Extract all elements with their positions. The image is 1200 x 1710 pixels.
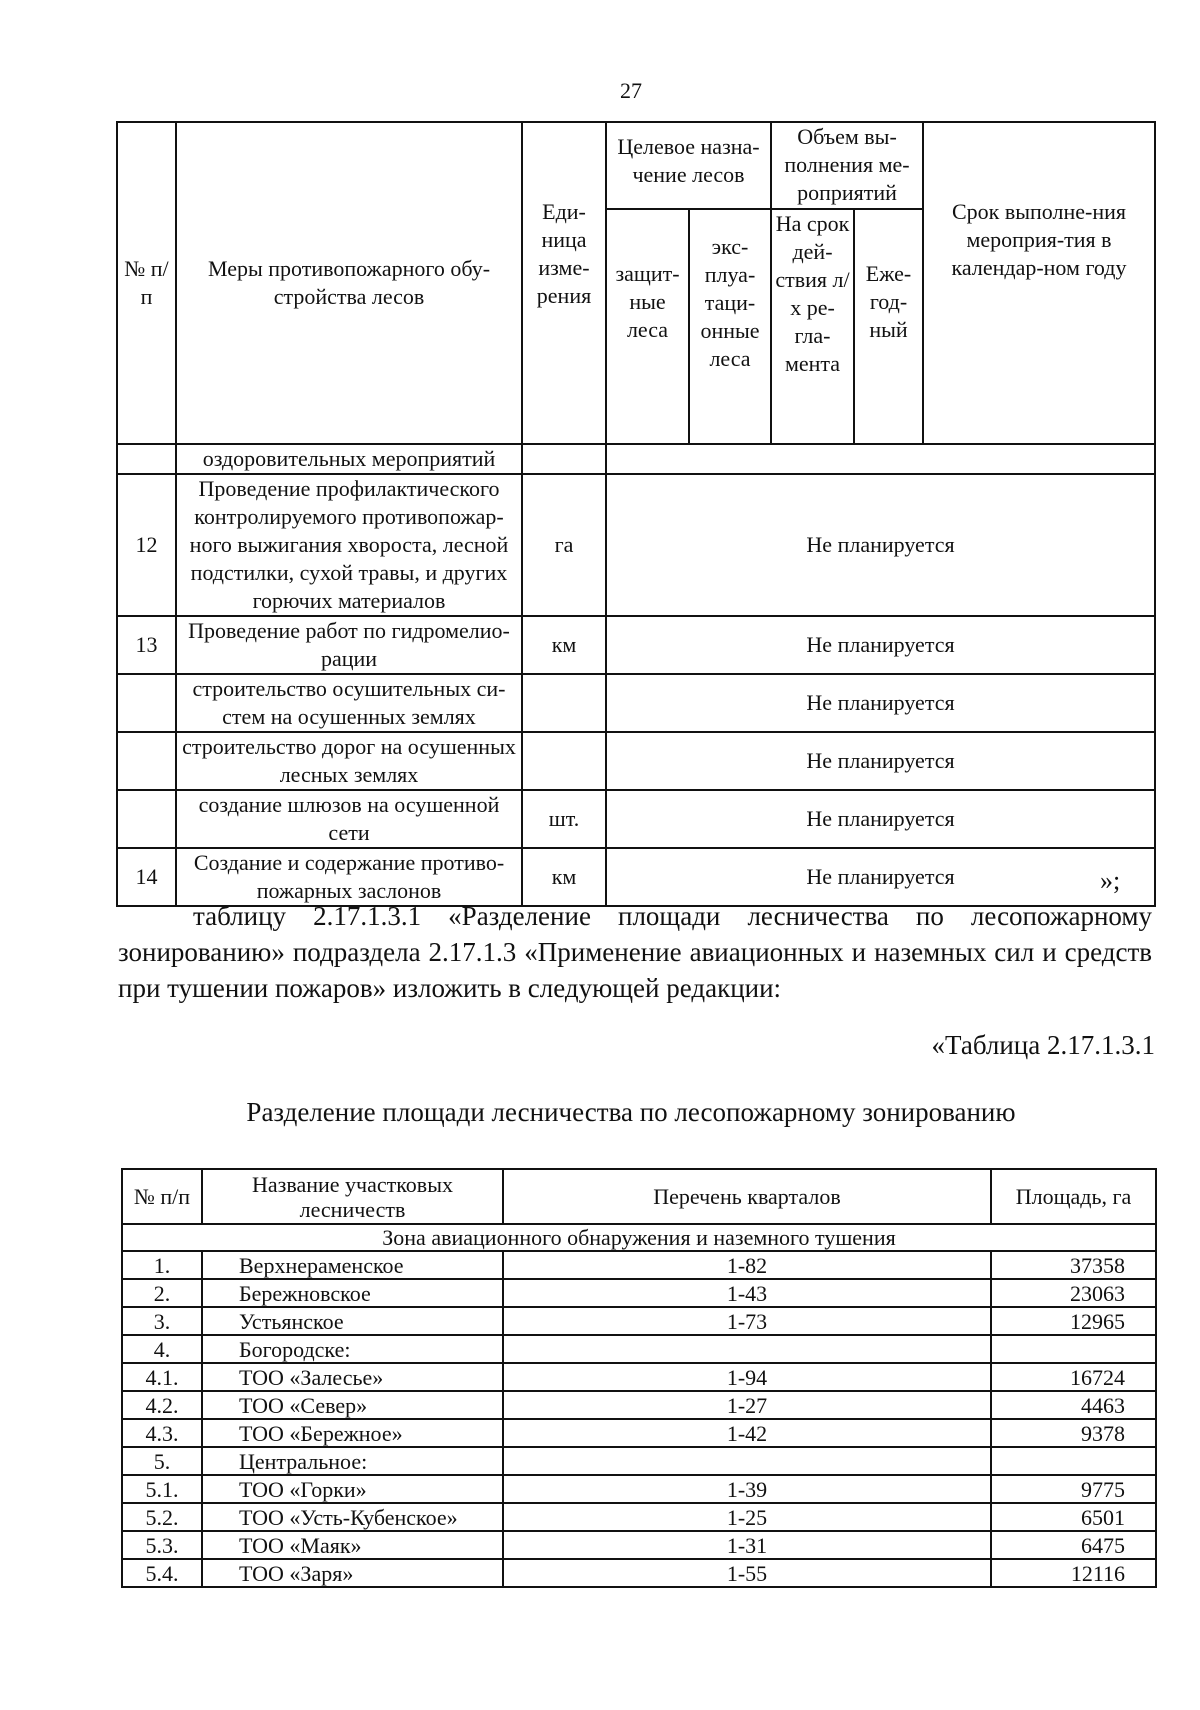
row-quarters: 1-55 xyxy=(503,1559,991,1587)
row-quarters: 1-73 xyxy=(503,1307,991,1335)
row-num: 5.1. xyxy=(122,1475,202,1503)
table-row xyxy=(122,1251,1156,1279)
row-name: Устьянское xyxy=(202,1307,503,1335)
row-measure: оздоровительных мероприятий xyxy=(176,444,522,474)
row-unit: км xyxy=(522,848,606,906)
row-num: 3. xyxy=(122,1307,202,1335)
row-num: 14 xyxy=(117,848,176,906)
row-num xyxy=(117,444,176,474)
header-term: На срок дей-ствия л/х ре-гла-мента xyxy=(771,209,854,444)
row-unit: шт. xyxy=(522,790,606,848)
row-num: 5. xyxy=(122,1447,202,1475)
row-name: ТОО «Заря» xyxy=(202,1559,503,1587)
row-quarters xyxy=(503,1335,991,1363)
table-title: Разделение площади лесничества по лесопожарному зонированию xyxy=(246,1097,1016,1127)
header-name: Название участковых лесничеств xyxy=(202,1169,503,1224)
row-quarters: 1-42 xyxy=(503,1419,991,1447)
header-num: № п/п xyxy=(122,1169,202,1224)
row-measure: создание шлюзов на осушенной сети xyxy=(176,790,522,848)
row-measure: Создание и содержание противо-пожарных заслонов xyxy=(176,848,522,906)
header-area: Площадь, га xyxy=(991,1169,1156,1224)
row-status: Не планируется xyxy=(606,474,1155,616)
table-header-row xyxy=(117,122,1155,209)
row-num: 1. xyxy=(122,1251,202,1279)
header-exploitable: экс-плуа-таци-онные леса xyxy=(689,209,771,444)
row-name: ТОО «Горки» xyxy=(202,1475,503,1503)
row-area: 4463 xyxy=(991,1391,1156,1419)
closing-quote: »; xyxy=(1100,866,1121,895)
row-area: 6475 xyxy=(991,1531,1156,1559)
row-measure: Проведение профилактического контролируемого противопожар-ного выжигания хвороста, лесной подстилки, сухой травы, и других горючих материалов xyxy=(176,474,522,616)
table-row xyxy=(117,790,1155,848)
table-row xyxy=(117,616,1155,674)
row-name: ТОО «Залесье» xyxy=(202,1363,503,1391)
row-num: 4.3. xyxy=(122,1419,202,1447)
zone-label: Зона авиационного обнаружения и наземного тушения xyxy=(122,1224,1156,1251)
row-num: 4.1. xyxy=(122,1363,202,1391)
row-num: 13 xyxy=(117,616,176,674)
row-area: 9378 xyxy=(991,1419,1156,1447)
row-name: ТОО «Усть-Кубенское» xyxy=(202,1503,503,1531)
row-name: Богородске: xyxy=(202,1335,503,1363)
row-unit xyxy=(522,444,606,474)
row-num: 12 xyxy=(117,474,176,616)
row-status: Не планируется xyxy=(606,848,1155,906)
table-row xyxy=(117,474,1155,616)
header-target-group: Целевое назна-чение лесов xyxy=(606,122,771,209)
header-deadline: Срок выполне-ния мероприя-тия в календар-ном году xyxy=(923,122,1155,444)
row-name: Верхнераменское xyxy=(202,1251,503,1279)
header-unit: Еди-ница изме-рения xyxy=(522,122,606,444)
row-area: 16724 xyxy=(991,1363,1156,1391)
table-row xyxy=(117,732,1155,790)
header-protective: защит-ные леса xyxy=(606,209,689,444)
row-status: Не планируется xyxy=(606,674,1155,732)
row-name: Бережновское xyxy=(202,1279,503,1307)
row-num: 2. xyxy=(122,1279,202,1307)
row-name: ТОО «Север» xyxy=(202,1391,503,1419)
row-area xyxy=(991,1335,1156,1363)
row-area: 9775 xyxy=(991,1475,1156,1503)
row-quarters: 1-25 xyxy=(503,1503,991,1531)
header-measures: Меры противопожарного обу-стройства лесов xyxy=(176,122,522,444)
zone-row xyxy=(122,1224,1156,1251)
row-quarters xyxy=(503,1447,991,1475)
row-num xyxy=(117,674,176,732)
table-header-row xyxy=(122,1169,1156,1224)
row-unit: км xyxy=(522,616,606,674)
row-quarters: 1-82 xyxy=(503,1251,991,1279)
row-quarters: 1-27 xyxy=(503,1391,991,1419)
row-num xyxy=(117,790,176,848)
table-row xyxy=(122,1531,1156,1559)
header-annual: Еже-год-ный xyxy=(854,209,923,444)
row-name: ТОО «Маяк» xyxy=(202,1531,503,1559)
header-volume-group: Объем вы-полнения ме-роприятий xyxy=(771,122,923,209)
amendment-paragraph xyxy=(118,898,1152,1006)
table-row xyxy=(122,1503,1156,1531)
row-area: 6501 xyxy=(991,1503,1156,1531)
header-quarters: Перечень кварталов xyxy=(503,1169,991,1224)
row-num: 4. xyxy=(122,1335,202,1363)
table-row xyxy=(122,1447,1156,1475)
table-row xyxy=(122,1475,1156,1503)
row-area xyxy=(991,1447,1156,1475)
row-quarters: 1-43 xyxy=(503,1279,991,1307)
table-row xyxy=(122,1279,1156,1307)
row-num: 5.4. xyxy=(122,1559,202,1587)
row-status xyxy=(606,444,1155,474)
paragraph-text: таблицу 2.17.1.3.1 «Разделение площади лесничества по лесопожарному зонированию» подраздела 2.17.1.3 «Применение авиационных и наземных сил и средств при тушении пожаров» изложить в следующей редакции: xyxy=(118,901,1152,1003)
row-quarters: 1-31 xyxy=(503,1531,991,1559)
row-num: 4.2. xyxy=(122,1391,202,1419)
table-row xyxy=(122,1363,1156,1391)
row-measure: строительство дорог на осушенных лесных землях xyxy=(176,732,522,790)
row-name: ТОО «Бережное» xyxy=(202,1419,503,1447)
row-status: Не планируется xyxy=(606,790,1155,848)
table-row xyxy=(122,1559,1156,1587)
page-number: 27 xyxy=(620,78,642,103)
row-unit xyxy=(522,674,606,732)
row-quarters: 1-39 xyxy=(503,1475,991,1503)
header-num: № п/п xyxy=(117,122,176,444)
zoning-table xyxy=(121,1168,1157,1588)
fire-measures-table xyxy=(116,121,1156,907)
row-measure: строительство осушительных си-стем на осушенных землях xyxy=(176,674,522,732)
table-row xyxy=(122,1335,1156,1363)
row-area: 12965 xyxy=(991,1307,1156,1335)
table-row xyxy=(122,1391,1156,1419)
row-num: 5.3. xyxy=(122,1531,202,1559)
row-measure: Проведение работ по гидромелио-рации xyxy=(176,616,522,674)
row-name: Центральное: xyxy=(202,1447,503,1475)
table-label: «Таблица 2.17.1.3.1 xyxy=(931,1030,1155,1060)
row-area: 37358 xyxy=(991,1251,1156,1279)
row-unit xyxy=(522,732,606,790)
row-quarters: 1-94 xyxy=(503,1363,991,1391)
row-status: Не планируется xyxy=(606,732,1155,790)
table-row xyxy=(122,1419,1156,1447)
row-num: 5.2. xyxy=(122,1503,202,1531)
row-status: Не планируется xyxy=(606,616,1155,674)
table-row xyxy=(117,674,1155,732)
row-unit: га xyxy=(522,474,606,616)
row-num xyxy=(117,732,176,790)
table-row xyxy=(117,444,1155,474)
row-area: 23063 xyxy=(991,1279,1156,1307)
table-row xyxy=(122,1307,1156,1335)
row-area: 12116 xyxy=(991,1559,1156,1587)
